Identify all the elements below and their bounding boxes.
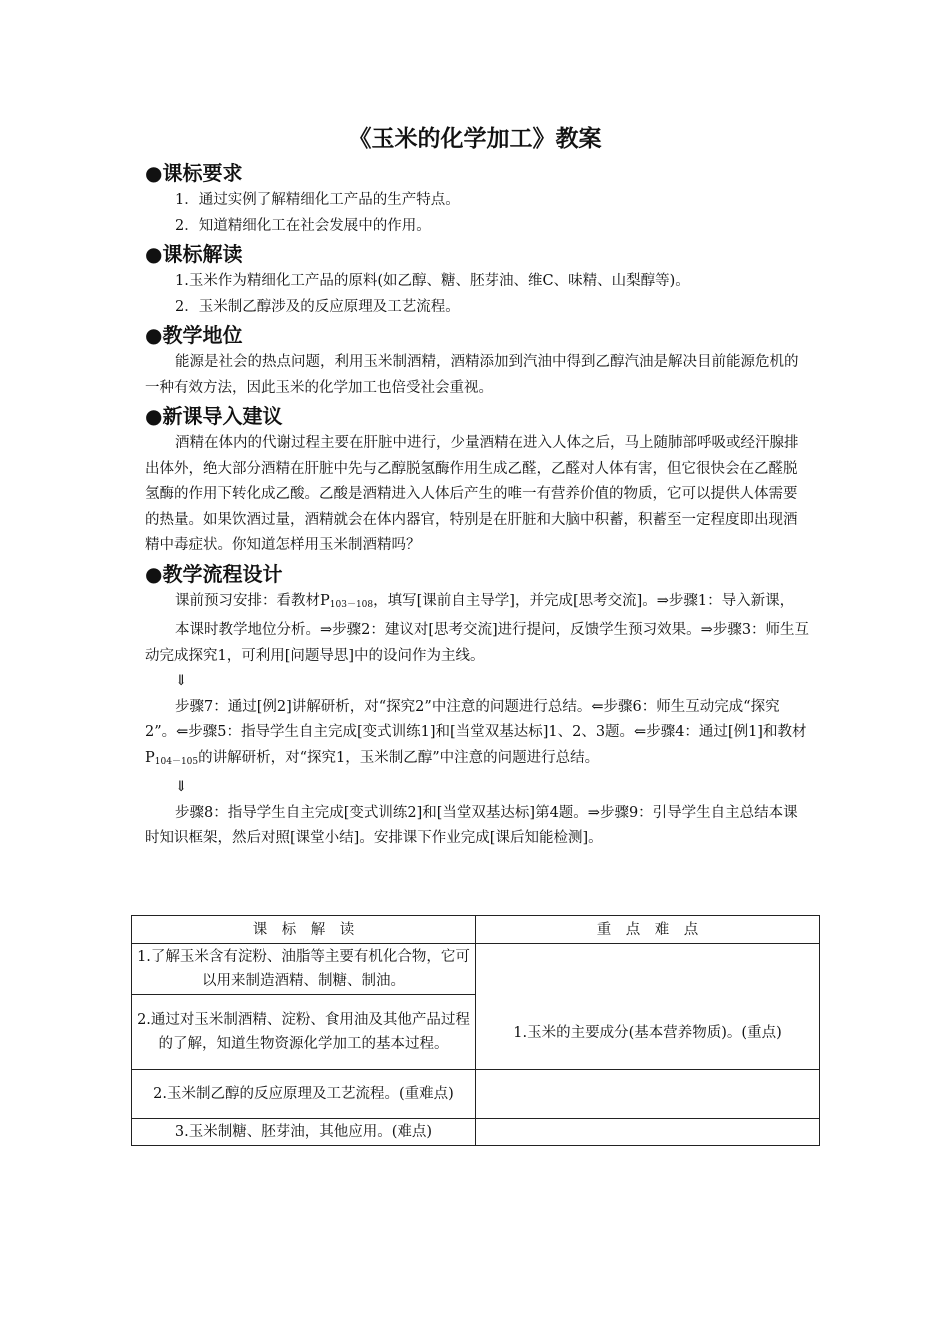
table-cell-empty [476, 1070, 820, 1119]
list-item: 2．知道精细化工在社会发展中的作用。 [175, 217, 431, 234]
flow-text: ，填写[课前自主导学]，并完成[思考交流]。⇒步骤1：导入新课， [373, 592, 795, 609]
document-body [145, 158, 810, 852]
table-cell: 3.玉米制糖、胚芽油，其他应用。(难点) [132, 1119, 476, 1146]
table-header: 重 点 难 点 [476, 916, 820, 944]
list-item: 2．玉米制乙醇涉及的反应原理及工艺流程。 [175, 298, 460, 315]
table-header: 课 标 解 读 [132, 916, 476, 944]
down-arrow-icon: ⇓ [175, 779, 188, 795]
section-heading-interpretation: ●课标解读 [145, 242, 243, 266]
flow-paragraph-2: 本课时教学地位分析。⇒步骤2：建议对[思考交流]进行提问，反馈学生预习效果。⇒步骤3：师生互动完成探究1，可利用[问题导思]中的设问作为主线。 [145, 622, 810, 664]
section-heading-teaching-status: ●教学地位 [145, 323, 243, 347]
flow-text: 步骤7：通过[例2]讲解研析，对“探究2”中注意的问题进行总结。⇐步骤6：师生互动完成“探究2”。⇐步骤5：指导学生自主完成[变式训练1]和[当堂双基达标]1、2、3题。⇐步骤4：通过[例1]和教材P [145, 698, 807, 766]
section-heading-requirements: ●课标要求 [145, 161, 243, 185]
section-heading-intro-suggestion: ●新课导入建议 [145, 404, 283, 428]
page-range: 104－105 [154, 756, 199, 767]
paragraph: 酒精在体内的代谢过程主要在肝脏中进行，少量酒精在进入人体之后，马上随肺部呼吸或经汗腺排出体外，绝大部分酒精在肝脏中先与乙醇脱氢酶作用生成乙醛，乙醛对人体有害，但它很快会在乙醛脱氢酶的作用下转化成乙酸。乙酸是酒精进入人体后产生的唯一有营养价值的物质，它可以提供人体需要的热量。如果饮酒过量，酒精就会在体内器官，特别是在肝脏和大脑中积蓄，积蓄至一定程度即出现酒精中毒症状。你知道怎样用玉米制酒精吗？ [145, 435, 799, 553]
flow-text: 课前预习安排：看教材P [175, 592, 330, 609]
table-row [132, 944, 820, 995]
document-title: 《玉米的化学加工》教案 [348, 126, 602, 152]
table-row [132, 1070, 820, 1119]
page-range: 103－108 [329, 599, 374, 610]
curriculum-table [131, 915, 820, 1146]
flow-paragraph-3 [145, 695, 810, 776]
table-cell: 2.通过对玉米制酒精、淀粉、食用油及其他产品过程的了解，知道生物资源化学加工的基本过程。 [132, 995, 476, 1070]
flow-text: 的讲解研析，对“探究1，玉米制乙醇”中注意的问题进行总结。 [198, 749, 600, 766]
paragraph: 能源是社会的热点问题，利用玉米制酒精，酒精添加到汽油中得到乙醇汽油是解决目前能源危机的一种有效方法，因此玉米的化学加工也倍受社会重视。 [145, 354, 799, 396]
list-item: 1．通过实例了解精细化工产品的生产特点。 [175, 192, 460, 208]
table-cell: 1.了解玉米含有淀粉、油脂等主要有机化合物，它可以用来制造酒精、制糖、制油。 [132, 944, 476, 995]
down-arrow-icon: ⇓ [175, 673, 188, 689]
flow-paragraph-1 [145, 589, 810, 619]
table-cell: 2.玉米制乙醇的反应原理及工艺流程。(重难点) [132, 1070, 476, 1119]
table-row [132, 1119, 820, 1146]
list-item: 1.玉米作为精细化工产品的原料(如乙醇、糖、胚芽油、维C、味精、山梨醇等)。 [175, 273, 690, 289]
flow-paragraph-4: 步骤8：指导学生自主完成[变式训练2]和[当堂双基达标]第4题。⇒步骤9：引导学生自主总结本课时知识框架，然后对照[课堂小结]。安排课下作业完成[课后知能检测]。 [145, 804, 798, 846]
table-cell-key-points: 1.玉米的主要成分(基本营养物质)。(重点) [476, 944, 820, 1070]
section-heading-flow-design: ●教学流程设计 [145, 561, 283, 586]
table-header-row [132, 916, 820, 944]
table-cell-empty [476, 1119, 820, 1146]
